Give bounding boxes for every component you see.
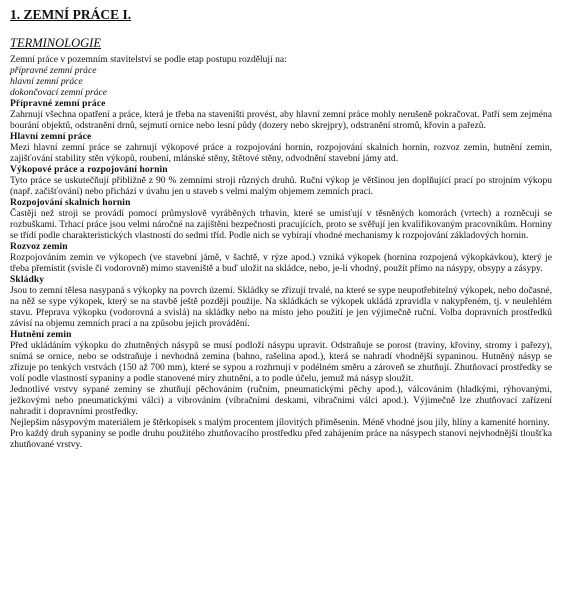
document-title: 1. ZEMNÍ PRÁCE I.	[10, 7, 132, 22]
intro-text: Zemní práce v pozemním stavitelství se podle etap postupu rozdělují na:	[10, 54, 287, 65]
section-paragraph: Častěji než stroji se provádí pomocí průmyslově vyráběných trhavin, které se umisťují v těsněných komorách (vrtech) a rozněcují se rozbuškami. Trhací práce jsou velmi náročné na zajištění bezpečnosti pracujících, proto se svěřují jen kvalifikovaným pracovníkům. Horniny se třídí podle charakteristických vlastností do sedmi tříd. Podle nich se vybírají vhodné mechanismy k rozpojování základových hornin.	[10, 208, 552, 241]
section-heading: Rozpojování skalních hornin	[10, 197, 131, 208]
section-paragraph: Tyto práce se uskutečňují přibližně z 90 % zemními stroji různých druhů. Ruční výkop je většinou jen doplňující prací po strojním výkopu (např. začišťování) nebo přichází v úvahu jen u staveb s velmi malým objemem zemních prací.	[10, 175, 552, 197]
section-heading: Přípravné zemní práce	[10, 98, 106, 109]
section-paragraph: Pro každý druh sypaniny se podle druhu použitého zhutňovacího prostředku před zahájením práce na násypech stanoví nejvhodnější tloušťka zhutňované vrstvy.	[10, 428, 552, 450]
section-heading: Hlavní zemní práce	[10, 131, 92, 142]
section-paragraph: Jednotlivé vrstvy sypané zeminy se zhutňují pěchováním (ručním, pneumatickými pěchy apod.), válcováním (hladkými, rýhovanými, ježkovými nebo pneumatickými válci) a vibrováním (vibračními deskami, vibračními válci apod.). Výjimečně lze zhutňovací zařízení nahradit i dopravními prostředky.	[10, 384, 552, 417]
stage-item: přípravné zemní práce	[10, 65, 97, 76]
section-heading: Skládky	[10, 274, 45, 285]
terminology-heading: TERMINOLOGIE	[10, 36, 101, 50]
section-paragraph: Zahrnují všechna opatření a práce, která je třeba na staveništi provést, aby hlavní zemní práce mohly nerušeně pokračovat. Patří sem zejména bourání objektů, odstranění drnů, sejmutí ornice nebo lesní půdy (dozery nebo skrejpry), odstranění stromů, křovin a pařezů.	[10, 109, 552, 131]
section-heading: Rozvoz zemin	[10, 241, 68, 252]
section-paragraph: Jsou to zemní tělesa nasypaná s výkopky na povrch území. Skládky se zřizují trvalé, na které se sype neupotřebitelný výkopek, nebo dočasné, na něž se sype výkopek, který se na stavbě ještě později použije. Na skládkách se výkopek ukládá zpravidla v nakypřeném, tj. v neulehlém stavu. Přeprava výkopku (vodorovná a svislá) na skládky nebo na místo jeho použití je jen výjimečně ruční. Volba dopravních prostředků závisí na objemu zemních prací a na způsobu jejich provádění.	[10, 285, 552, 329]
section-paragraph: Rozpojováním zemin ve výkopech (ve stavební jámě, v šachtě, v rýze apod.) vzniká výkopek (hornina rozpojená výkopkávkou), který je třeba přemístit (svisle či vodorovně) mimo staveniště a buď uložit na skládce, nebo, je-li vhodný, použít přímo na násypy, obsypy a zásypy.	[10, 252, 552, 274]
section-heading: Výkopové práce a rozpojování hornin	[10, 164, 168, 175]
section-paragraph: Nejlepším násypovým materiálem je štěrkopísek s malým procentem jílovitých příměsenin. Méně vhodné jsou jíly, hlíny a kamenité horniny.	[10, 417, 550, 428]
stage-item: hlavní zemní práce	[10, 76, 83, 87]
stage-item: dokončovací zemní práce	[10, 87, 108, 98]
section-paragraph: Před ukládáním výkopku do zhutněných násypů se musí podloží násypu upravit. Odstraňuje se porost (traviny, křoviny, stromy i pařezy), snímá se ornice, nebo se odstraňuje i nevhodná zemina (bahno, rašelina apod.), která se nahradí vhodnější sypaninou. Hutněný násyp se zřizuje po tenkých vrstvách (150 až 700 mm), které se sypou a rozhrnují v podélném směru a zároveň se zhutňují. Zhutňovací prostředky se volí podle vlastností sypaniny a podle stanovené míry zhutnění, a to podle účelu, jemuž má násyp sloužit.	[10, 340, 552, 384]
section-heading: Hutnění zemin	[10, 329, 72, 340]
section-paragraph: Mezi hlavní zemní práce se zahrnují výkopové práce a rozpojování hornin, rozpojování skalních hornin, rozvoz zemin, hutnění zemin, zajišťování stability stěn výkopů, roubení, mlánské stěny, štětové stěny, odvodnění stavební jámy atd.	[10, 142, 552, 164]
